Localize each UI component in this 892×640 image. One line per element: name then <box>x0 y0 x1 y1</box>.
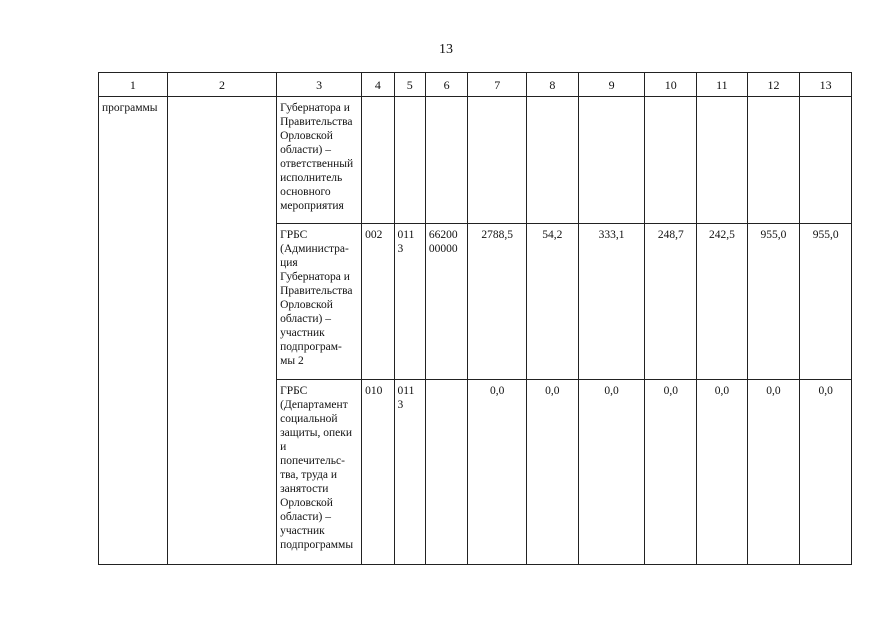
budget-table <box>98 72 852 565</box>
header-cell-11: 11 <box>697 73 748 97</box>
cell-c9 <box>578 97 645 224</box>
header-cell-12: 12 <box>747 73 800 97</box>
value-cell-c9: 333,1 <box>578 224 645 380</box>
responsible-description-cell: Губернатора и Правительства Орловской области) – ответственный исполнитель основного мероприятия <box>277 97 362 224</box>
header-cell-9: 9 <box>578 73 645 97</box>
grbs-code-cell: 010 <box>362 380 394 565</box>
grbs-code-cell: 002 <box>362 224 394 380</box>
header-cell-2: 2 <box>167 73 276 97</box>
header-row <box>99 73 852 97</box>
section-code-cell: 011 3 <box>394 224 425 380</box>
row-label-cell: программы <box>99 97 168 565</box>
cell-c7 <box>468 97 527 224</box>
value-cell-c12: 0,0 <box>747 380 800 565</box>
header-cell-3: 3 <box>277 73 362 97</box>
header-cell-13: 13 <box>800 73 852 97</box>
page-number: 13 <box>439 42 453 57</box>
header-cell-4: 4 <box>362 73 394 97</box>
value-cell-c10: 0,0 <box>645 380 697 565</box>
header-cell-7: 7 <box>468 73 527 97</box>
value-cell-c10: 248,7 <box>645 224 697 380</box>
value-cell-c8: 54,2 <box>527 224 579 380</box>
participant-description-cell: ГРБС (Администра- ция Губернатора и Правительства Орловской области) – участник подпрограм- мы 2 <box>277 224 362 380</box>
target-code-cell: 66200 00000 <box>425 224 468 380</box>
column-2-cell <box>167 97 276 565</box>
section-code-cell: 011 3 <box>394 380 425 565</box>
table-row <box>99 97 852 224</box>
value-cell-c11: 242,5 <box>697 224 748 380</box>
cell-c5 <box>394 97 425 224</box>
header-cell-5: 5 <box>394 73 425 97</box>
cell-c11 <box>697 97 748 224</box>
header-cell-8: 8 <box>527 73 579 97</box>
value-cell-c13: 0,0 <box>800 380 852 565</box>
value-cell-c9: 0,0 <box>578 380 645 565</box>
value-cell-c13: 955,0 <box>800 224 852 380</box>
value-cell-c12: 955,0 <box>747 224 800 380</box>
participant-description-cell: ГРБС (Департамент социальной защиты, опеки и попечительс- тва, труда и занятости Орловской области) – участник подпрограммы <box>277 380 362 565</box>
cell-c10 <box>645 97 697 224</box>
value-cell-c8: 0,0 <box>527 380 579 565</box>
header-cell-10: 10 <box>645 73 697 97</box>
cell-c4 <box>362 97 394 224</box>
value-cell-c7: 2788,5 <box>468 224 527 380</box>
cell-c6 <box>425 97 468 224</box>
target-code-cell <box>425 380 468 565</box>
cell-c8 <box>527 97 579 224</box>
cell-c13 <box>800 97 852 224</box>
cell-c12 <box>747 97 800 224</box>
header-cell-6: 6 <box>425 73 468 97</box>
value-cell-c7: 0,0 <box>468 380 527 565</box>
value-cell-c11: 0,0 <box>697 380 748 565</box>
header-cell-1: 1 <box>99 73 168 97</box>
